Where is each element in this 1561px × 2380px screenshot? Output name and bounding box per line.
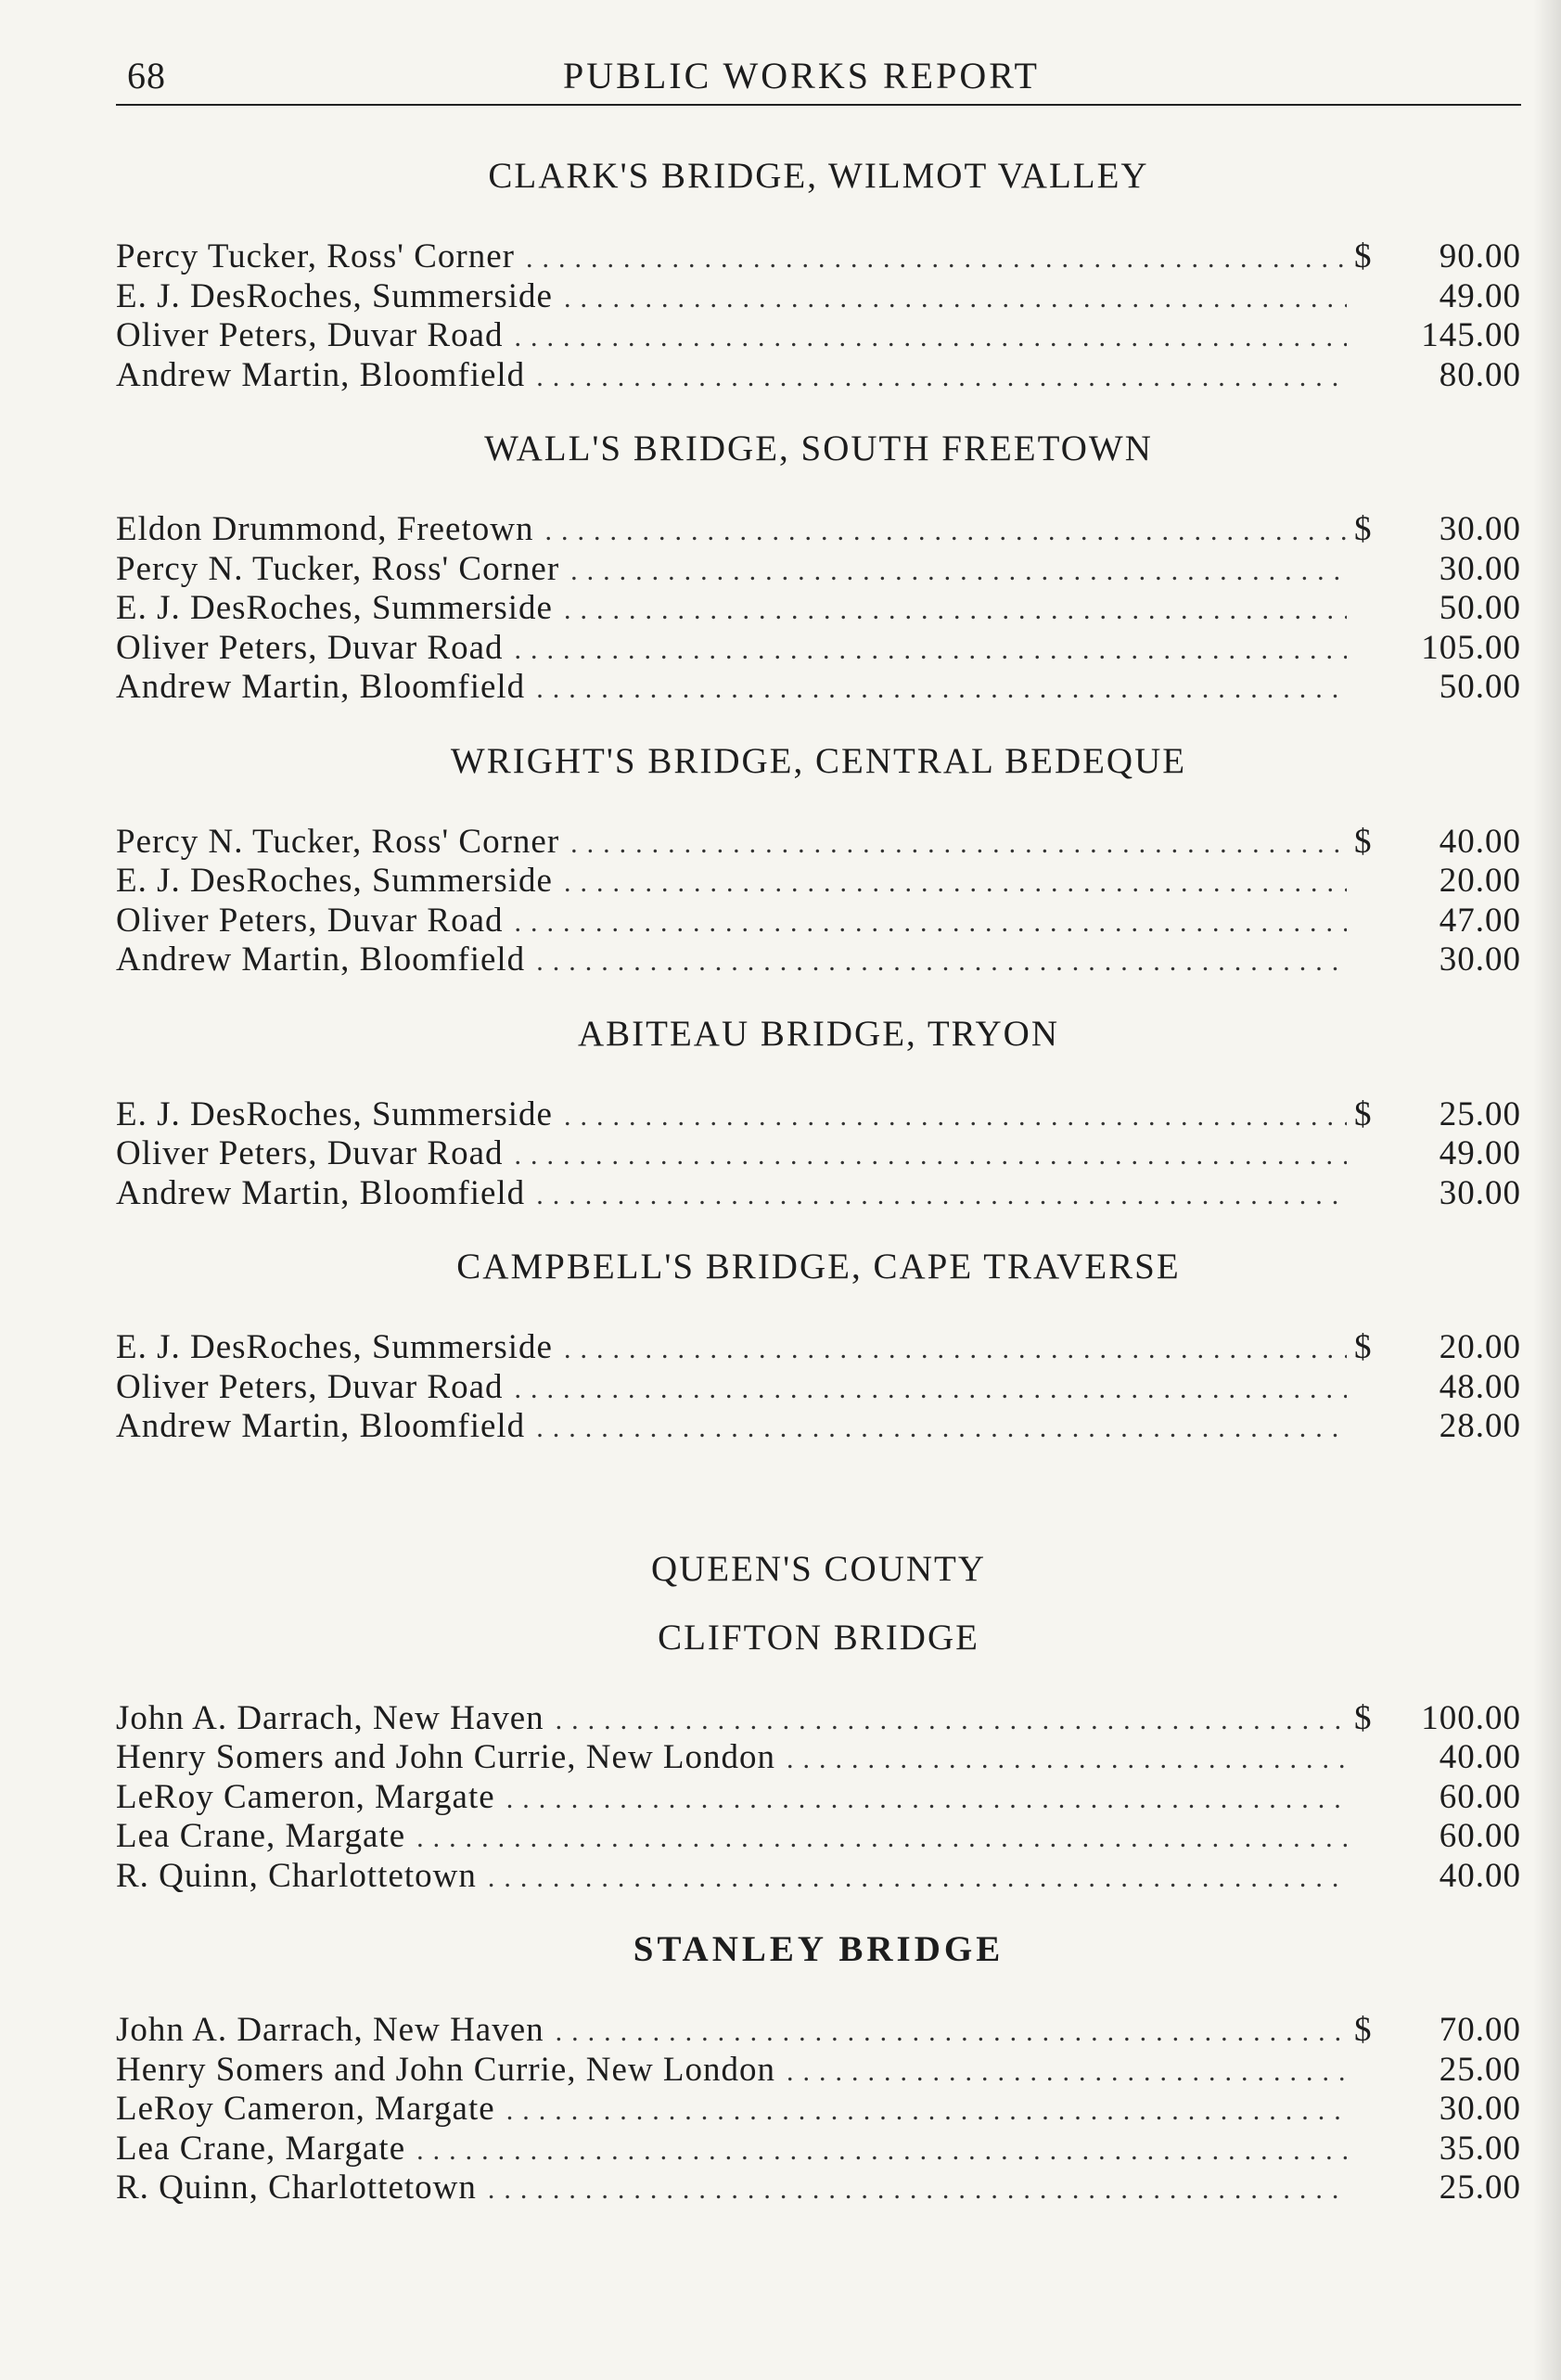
bridge-section [116,429,1521,708]
dot-leader [488,1859,1347,1899]
payee-name: Lea Crane, Margate [116,2129,406,2168]
payment-amount: 25.00 [1439,2050,1521,2089]
payment-row [116,940,1521,980]
payee-name: E. J. DesRoches, Summerside [116,589,553,627]
payment-row [116,550,1521,590]
currency-sign: $ [1354,1698,1373,1737]
payee-name: Percy N. Tucker, Ross' Corner [116,822,560,861]
payment-amount: 25.00 [1439,1094,1521,1133]
dot-leader [564,1330,1347,1370]
page-number: 68 [127,55,166,96]
payment-amount: 25.00 [1439,2169,1521,2207]
payment-row [116,1817,1521,1857]
dot-leader [416,1819,1347,1859]
payment-amount: 40.00 [1439,1856,1521,1895]
currency-sign: $ [1354,822,1373,861]
section-title: ABITEAU BRIDGE, TRYON [577,1013,1060,1054]
currency-sign: $ [1354,2011,1373,2049]
payee-name: LeRoy Cameron, Margate [116,1777,495,1816]
payee-name: Henry Somers and John Currie, New London [116,2050,776,2089]
payee-name: R. Quinn, Charlottetown [116,2169,477,2207]
payment-amount: 30.00 [1439,1173,1521,1212]
payment-row [116,1174,1521,1214]
payment-amount: 40.00 [1439,822,1521,861]
dot-leader [564,279,1347,319]
dot-leader [506,1780,1347,1820]
bridge-section [116,1014,1521,1214]
payment-row [116,2051,1521,2091]
dot-leader [488,2170,1347,2210]
payment-amount: 70.00 [1439,2011,1521,2049]
payee-name: Oliver Peters, Duvar Road [116,1134,504,1172]
payee-name: John A. Darrach, New Haven [116,1698,544,1737]
payment-amount: 30.00 [1439,549,1521,588]
section-title: STANLEY BRIDGE [633,1929,1004,1969]
section-title: CLARK'S BRIDGE, WILMOT VALLEY [488,156,1149,196]
payment-row [116,902,1521,941]
payee-name: E. J. DesRoches, Summerside [116,276,553,315]
payment-row [116,589,1521,629]
dot-leader [544,512,1347,552]
payee-name: Henry Somers and John Currie, New London [116,1738,776,1776]
payment-amount: 28.00 [1439,1407,1521,1445]
bridge-section [116,1929,1521,2208]
queens-county-sections [116,1618,1521,2208]
payment-amount: 20.00 [1439,862,1521,900]
payment-row [116,1738,1521,1778]
payment-amount: 145.00 [1421,316,1521,354]
payment-amount: 50.00 [1439,589,1521,627]
dot-leader [536,358,1347,398]
payment-row [116,1368,1521,1408]
currency-sign: $ [1354,1094,1373,1133]
payment-amount: 49.00 [1439,276,1521,315]
payee-name: E. J. DesRoches, Summerside [116,1328,553,1366]
dot-leader [536,1176,1347,1216]
dot-leader [536,670,1347,710]
section-title: CAMPBELL'S BRIDGE, CAPE TRAVERSE [456,1247,1181,1286]
payment-row [116,2169,1521,2208]
payment-row [116,1134,1521,1174]
payment-row [116,2011,1521,2051]
county-title: QUEEN'S COUNTY [650,1548,987,1589]
payment-row [116,2130,1521,2169]
dot-leader [787,1740,1347,1780]
payment-amount: 30.00 [1439,940,1521,979]
section-title: CLIFTON BRIDGE [658,1617,979,1657]
payee-name: Andrew Martin, Bloomfield [116,1407,526,1445]
payee-name: Andrew Martin, Bloomfield [116,668,526,706]
payment-amount: 47.00 [1439,901,1521,940]
payment-amount: 60.00 [1439,1777,1521,1816]
dot-leader [556,2013,1347,2053]
payee-name: Oliver Peters, Duvar Road [116,1367,504,1406]
dot-leader [416,2131,1347,2171]
payment-row [116,629,1521,669]
dot-leader [526,239,1347,279]
payment-row [116,1328,1521,1368]
bridge-section [116,1618,1521,1897]
dot-leader [515,1370,1347,1410]
dot-leader [515,1136,1347,1176]
payment-amount: 50.00 [1439,668,1521,706]
header-rule [116,104,1521,106]
payee-name: John A. Darrach, New Haven [116,2011,544,2049]
payment-amount: 80.00 [1439,355,1521,394]
payment-row [116,1095,1521,1135]
payment-row [116,356,1521,396]
payee-name: R. Quinn, Charlottetown [116,1856,477,1895]
payment-row [116,510,1521,550]
payee-name: Oliver Peters, Duvar Road [116,316,504,354]
payment-amount: 48.00 [1439,1367,1521,1406]
payment-row [116,1699,1521,1739]
report-content [116,139,1521,2242]
payment-row [116,823,1521,863]
page-header [116,48,1521,104]
payee-name: Percy Tucker, Ross' Corner [116,237,515,275]
payment-row [116,668,1521,708]
payment-amount: 40.00 [1439,1738,1521,1776]
dot-leader [515,318,1347,358]
payment-amount: 100.00 [1421,1698,1521,1737]
dot-leader [536,1409,1347,1449]
page-edge-shadow [1533,0,1561,2380]
payment-amount: 30.00 [1439,2090,1521,2128]
prince-county-sections [116,156,1521,1447]
dot-leader [570,552,1347,592]
payment-amount: 20.00 [1439,1328,1521,1366]
payment-row [116,1407,1521,1447]
payment-row [116,2090,1521,2130]
payment-row [116,1778,1521,1818]
bridge-section [116,1247,1521,1447]
currency-sign: $ [1354,1328,1373,1366]
payee-name: Andrew Martin, Bloomfield [116,940,526,979]
dot-leader [506,2092,1347,2131]
dot-leader [564,591,1347,631]
payee-name: Oliver Peters, Duvar Road [116,901,504,940]
dot-leader [556,1701,1347,1741]
payee-name: LeRoy Cameron, Margate [116,2090,495,2128]
payee-name: Andrew Martin, Bloomfield [116,1173,526,1212]
payment-amount: 35.00 [1439,2129,1521,2168]
running-title: PUBLIC WORKS REPORT [563,55,1040,96]
payee-name: E. J. DesRoches, Summerside [116,1094,553,1133]
dot-leader [515,631,1347,671]
section-title: WRIGHT'S BRIDGE, CENTRAL BEDEQUE [450,740,1187,781]
payment-amount: 60.00 [1439,1817,1521,1855]
payee-name: Lea Crane, Margate [116,1817,406,1855]
bridge-section [116,156,1521,395]
section-title: WALL'S BRIDGE, SOUTH FREETOWN [484,429,1153,468]
payment-amount: 90.00 [1439,237,1521,275]
payee-name: Andrew Martin, Bloomfield [116,355,526,394]
currency-sign: $ [1354,237,1373,275]
payee-name: E. J. DesRoches, Summerside [116,862,553,900]
payment-amount: 30.00 [1439,510,1521,548]
payment-amount: 49.00 [1439,1134,1521,1172]
dot-leader [570,825,1347,864]
payee-name: Oliver Peters, Duvar Road [116,628,504,667]
payee-name: Eldon Drummond, Freetown [116,510,534,548]
payment-row [116,862,1521,902]
dot-leader [515,903,1347,943]
payee-name: Percy N. Tucker, Ross' Corner [116,549,560,588]
payment-row [116,277,1521,317]
payment-amount: 105.00 [1421,628,1521,667]
dot-leader [787,2053,1347,2092]
bridge-section [116,741,1521,980]
dot-leader [536,942,1347,982]
payment-row [116,316,1521,356]
payment-row [116,1857,1521,1897]
currency-sign: $ [1354,510,1373,548]
dot-leader [564,864,1347,903]
payment-row [116,237,1521,277]
dot-leader [564,1097,1347,1137]
